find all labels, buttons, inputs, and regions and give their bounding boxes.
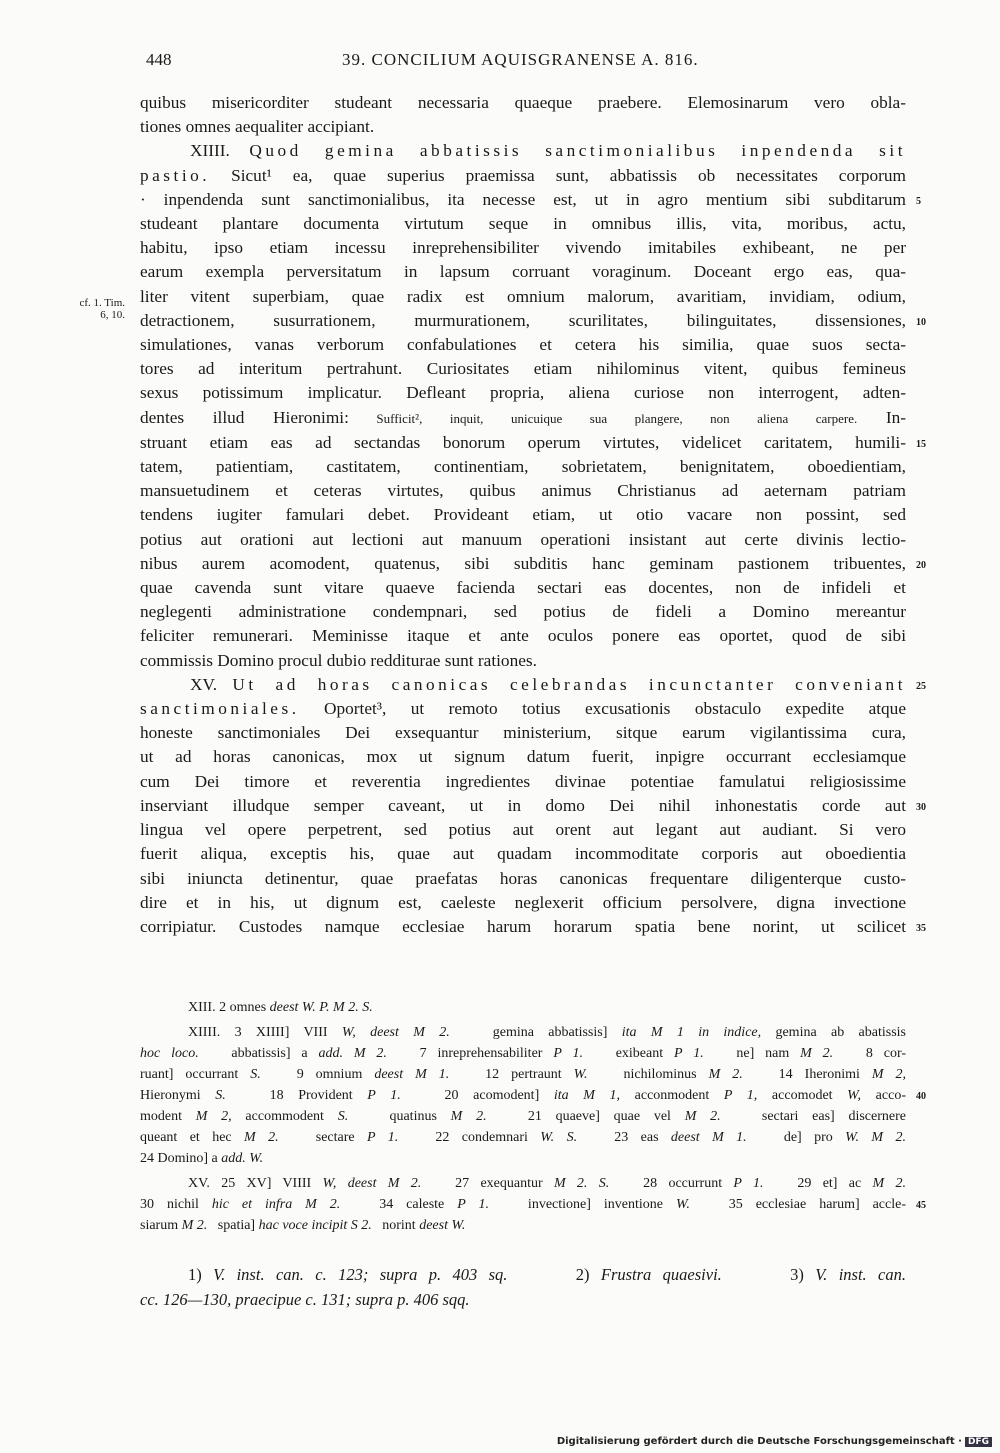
chapter-heading: Ut ad horas canonicas celebrandas incunctanter conveniant <box>232 674 906 694</box>
quotation: Sufficit², inquit, unicuique sua plangere, non aliena carpere. <box>348 410 858 426</box>
line-text: · inpendenda sunt sanctimonialibus, ita necesse est, ut in agro mentium sibi subditarum <box>140 189 906 209</box>
apparatus-line-text: 24 Domino] a add. W. <box>140 1151 264 1166</box>
text-line <box>140 188 921 212</box>
chapter-number: XIIII. <box>190 141 250 161</box>
line-text: feliciter remunerari. Meminisse itaque et ante oculos ponere eas oportet, quod de sibi <box>140 626 906 646</box>
text-line <box>140 697 906 721</box>
line-text: lingua vel opere perpetrent, sed potius aut orent aut legant aut audiant. Si vero <box>140 820 906 840</box>
text-line <box>140 794 926 818</box>
apparatus-line <box>140 1043 906 1064</box>
margin-note-line: 6, 10. <box>100 309 125 321</box>
apparatus-line-text: queant et hec M 2. sectare P 1. 22 condemnari W. S. 23 eas deest M 1. de] pro W. M 2. <box>140 1130 906 1145</box>
text-line <box>140 309 926 333</box>
line-number: 10 <box>916 316 926 328</box>
apparatus-line-text: XIII. 2 omnes deest W. P. M 2. S. <box>188 1000 373 1015</box>
apparatus-line <box>140 1173 906 1194</box>
line-text: mansuetudinem et ceteras virtutes, quibus animus Christianus ad aeternam patriam <box>140 481 906 501</box>
apparatus-line <box>140 997 906 1018</box>
text-line <box>140 381 906 405</box>
text-line <box>140 867 906 891</box>
text-line <box>140 770 906 794</box>
page-header <box>138 50 906 74</box>
margin-note-line: cf. 1. Tim. <box>79 297 125 309</box>
line-text: commissis Domino procul dubio redditurae sunt rationes. <box>140 650 537 670</box>
line-text: ut ad horas canonicas, mox ut signum datum fuerit, inpigre occurrant ecclesiamque <box>140 747 906 767</box>
chapter-heading: pastio. <box>140 165 211 185</box>
line-number: 20 <box>916 559 926 571</box>
text-line <box>140 212 906 236</box>
line-number: 30 <box>916 801 926 813</box>
line-text: simulationes, vanas verborum confabulationes et cetera his similia, quae suos secta- <box>140 335 906 355</box>
apparatus-line <box>140 1148 906 1169</box>
line-number: 40 <box>916 1091 926 1102</box>
line-text: sexus potissimum implicatur. Defleant propria, aliena curiose non interrogent, adten- <box>140 383 906 403</box>
line-text: tiones omnes aequaliter accipiant. <box>140 117 375 137</box>
digitization-credit <box>557 1436 992 1447</box>
line-text: nibus aurem acomodent, quatenus, sibi subditis hanc geminam pastionem tribuentes, <box>140 553 906 573</box>
line-text: quibus misericorditer studeant necessaria quaeque praebere. Elemosinarum vero obla- <box>140 93 906 112</box>
text-line <box>140 842 906 866</box>
text-line <box>140 503 906 527</box>
text-line <box>140 721 906 745</box>
text-line <box>140 528 906 552</box>
footnote-line-text: 1) V. inst. can. c. 123; supra p. 403 sq. 2) Frustra quaesivi. 3) V. inst. can. <box>188 1265 906 1284</box>
line-text: dentes illud Hieronimi: <box>140 407 349 427</box>
text-line <box>140 479 906 503</box>
line-text: tores ad interitum pertrahunt. Curiositates etiam nihilominus vitent, quibus femineus <box>140 359 906 379</box>
critical-apparatus <box>140 997 926 1236</box>
footnote-line-text: cc. 126—130, praecipue c. 131; supra p. 406 sqq. <box>140 1290 470 1309</box>
line-text: Sicut¹ ea, quae superius praemissa sunt, abbatissis ob necessitates corporum <box>210 165 906 185</box>
line-text: tatem, patientiam, castitatem, continentiam, sobrietatem, benignitatem, oboedientiam, <box>140 457 906 477</box>
apparatus-line-text: ruant] occurrant S. 9 omnium deest M 1. 12 pertraunt W. nichilominus M 2. 14 Iheronimi M 2, <box>140 1067 906 1082</box>
text-line <box>140 333 906 357</box>
line-text: liter vitent superbiam, quae radix est omnium malorum, avaritiam, invidiam, odium, <box>140 286 906 306</box>
line-text: sibi iniuncta detinentur, quae praefatas horas canonicas frequentare diligenterque custo- <box>140 868 906 888</box>
apparatus-line-text: 30 nichil hic et infra M 2. 34 caleste P 1. invectione] inventione W. 35 ecclesiae harum] accle- <box>140 1197 906 1212</box>
apparatus-line-text: XIIII. 3 XIIII] VIII W, deest M 2. gemina abbatissis] ita M 1 in indice, gemina ab abatissis <box>188 1025 907 1040</box>
credit-text: Digitalisierung gefördert durch die Deutsche Forschungsgemeinschaft · <box>556 1436 962 1447</box>
apparatus-line-text: siarum M 2. spatia] hac voce incipit S 2. norint deest W. <box>140 1218 466 1233</box>
footnotes <box>140 1262 906 1312</box>
footnote-line <box>140 1287 906 1312</box>
text-line <box>140 891 906 915</box>
apparatus-line <box>140 1085 926 1106</box>
text-line <box>140 357 906 381</box>
dfg-logo: DFG <box>965 1437 992 1447</box>
apparatus-line-text: Hieronymi S. 18 Provident P 1. 20 acomodent] ita M 1, acconmodent P 1, accomodet W, acco- <box>140 1088 906 1103</box>
apparatus-line <box>140 1127 906 1148</box>
main-text <box>140 91 926 939</box>
line-text: habitu, ipso etiam incessu inreprehensibiliter vivendo imitabiles exhibeant, ne per <box>140 238 906 258</box>
running-title: 39. CONCILIUM AQUISGRANENSE A. 816. <box>342 50 699 69</box>
line-text: inserviant illudque semper caveant, ut in domo Dei nihil inhonestatis corde aut <box>140 795 906 815</box>
line-number: 15 <box>916 438 926 450</box>
line-text: neglegenti administratione condempnari, sed potius de fideli a Domino mereantur <box>140 602 906 622</box>
line-text: struant etiam eas ad sectandas bonorum operum virtutes, videlicet caritatem, humili- <box>140 432 906 452</box>
line-text: honeste sanctimoniales Dei exsequantur ministerium, sitque earum vigilantissima cura, <box>140 723 906 743</box>
line-number: 45 <box>916 1200 926 1211</box>
line-text: potius aut orationi aut lectioni aut manuum operationi insistant aut certe divinis lectio- <box>140 529 906 549</box>
text-line <box>140 818 906 842</box>
text-line <box>140 552 926 576</box>
chapter-number: XV. <box>190 674 233 694</box>
apparatus-line-text: XV. 25 XV] VIIII W, deest M 2. 27 exequantur M 2. S. 28 occurrunt P 1. 29 et] ac M 2. <box>188 1176 906 1191</box>
apparatus-line <box>140 1064 906 1085</box>
line-text: Oportet³, ut remoto totius excusationis obstaculo expedite atque <box>299 699 906 719</box>
line-text: cum Dei timore et reverentia ingredientes divinae potentiae famulatui religiosissime <box>140 771 906 791</box>
text-line <box>140 260 906 284</box>
line-text: studeant plantare documenta virtutum seque in omnibus illis, vita, moribus, actu, <box>140 214 906 234</box>
line-text: fuerit aliqua, exceptis his, quae aut quadam incommoditate corporis aut oboedientia <box>140 844 906 864</box>
footnote-line <box>140 1262 906 1287</box>
line-text: detractionem, susurrationem, murmurationem, scurilitates, bilinguitates, dissensiones, <box>140 310 906 330</box>
apparatus-line <box>140 1022 906 1043</box>
line-text: tendens iugiter famulari debet. Provideant etiam, ut otio vacare non possint, sed <box>140 505 906 525</box>
text-line <box>140 455 906 479</box>
apparatus-line-text: hoc loco. abbatissis] a add. M 2. 7 inreprehensabiliter P 1. exibeant P 1. ne] nam M 2. 8 cor- <box>140 1046 906 1061</box>
line-text: corripiatur. Custodes namque ecclesiae harum horarum spatia bene norint, ut scilicet <box>140 916 906 936</box>
apparatus-line <box>140 1215 906 1236</box>
text-line <box>140 624 906 648</box>
page-number: 448 <box>146 50 172 69</box>
line-text: earum exempla perversitatum in lapsum corruant voraginum. Doceant ergo eas, qua- <box>140 262 906 282</box>
text-line <box>140 600 906 624</box>
text-line <box>140 915 926 939</box>
line-number: 35 <box>916 922 926 934</box>
text-line <box>140 91 906 115</box>
text-line <box>140 406 906 431</box>
line-number: 25 <box>916 680 926 692</box>
text-line <box>140 576 906 600</box>
apparatus-line <box>140 1194 926 1215</box>
line-text: dire et in his, ut dignum est, caeleste neglexerit officium persolvere, digna invectione <box>140 892 906 912</box>
chapter-heading: sanctimoniales. <box>140 699 300 719</box>
line-text: quae cavenda sunt vitare quaeve facienda sectari eas docentes, non de infideli et <box>140 578 906 598</box>
chapter-heading: Quod gemina abbatissis sanctimonialibus inpendenda sit <box>249 141 906 161</box>
text-line <box>140 164 906 188</box>
apparatus-line-text: modent M 2, accommodent S. quatinus M 2. 21 quaeve] quae vel M 2. sectari eas] discernere <box>140 1109 906 1124</box>
line-number: 5 <box>916 195 921 207</box>
text-line <box>140 673 926 697</box>
margin-note <box>70 297 125 321</box>
text-line <box>140 236 906 260</box>
text-line <box>140 649 906 673</box>
text-line <box>140 431 926 455</box>
text-line <box>140 139 906 163</box>
apparatus-line <box>140 1106 906 1127</box>
text-line <box>140 285 906 309</box>
text-line <box>140 745 906 769</box>
line-text: In- <box>857 407 906 427</box>
text-line <box>140 115 906 139</box>
